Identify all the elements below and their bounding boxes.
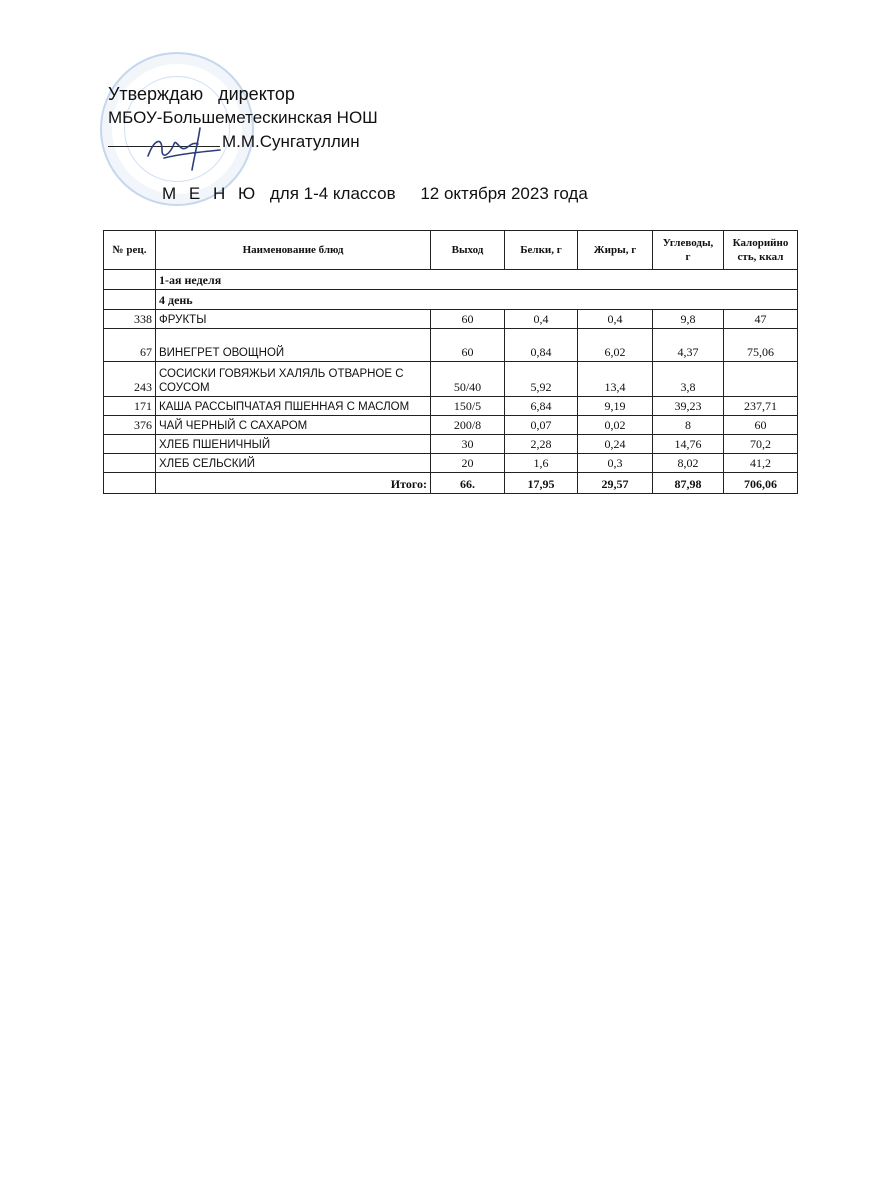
day-row (104, 290, 798, 310)
carbs-cell: 8 (653, 416, 724, 435)
director-name: М.М.Сунгатуллин (222, 132, 360, 151)
dish-name-cell: ВИНЕГРЕТ ОВОЩНОЙ (156, 329, 431, 362)
yield-cell: 20 (431, 454, 505, 473)
total-calories: 706,06 (724, 473, 798, 494)
approve-line: Утверждаю директор (108, 84, 295, 104)
col-header-fat: Жиры, г (578, 231, 653, 270)
calories-cell: 41,2 (724, 454, 798, 473)
total-label: Итого: (156, 473, 431, 494)
table-row (104, 454, 798, 473)
table-row (104, 329, 798, 362)
recipe-num-cell (104, 454, 156, 473)
total-yield: 66. (431, 473, 505, 494)
protein-cell: 2,28 (505, 435, 578, 454)
recipe-num-cell: 376 (104, 416, 156, 435)
table-row (104, 435, 798, 454)
classes-label: для 1-4 классов (269, 184, 396, 203)
empty-cell (104, 270, 156, 290)
calories-cell: 75,06 (724, 329, 798, 362)
carbs-cell: 8,02 (653, 454, 724, 473)
week-label: 1-ая неделя (156, 270, 798, 290)
empty-cell (104, 473, 156, 494)
yield-cell: 60 (431, 329, 505, 362)
fat-cell: 9,19 (578, 397, 653, 416)
page-title (162, 184, 588, 204)
week-row (104, 270, 798, 290)
calories-cell: 47 (724, 310, 798, 329)
organization-line: МБОУ-Большеметескинская НОШ (108, 108, 378, 127)
table-row (104, 416, 798, 435)
handwritten-signature (140, 124, 230, 172)
protein-cell: 0,84 (505, 329, 578, 362)
col-header-carbs: Углеводы, г (653, 231, 724, 270)
carbs-cell: 39,23 (653, 397, 724, 416)
dish-name-cell: СОСИСКИ ГОВЯЖЬИ ХАЛЯЛЬ ОТВАРНОЕ С СОУСОМ (156, 362, 431, 397)
col-header-protein: Белки, г (505, 231, 578, 270)
recipe-num-cell: 171 (104, 397, 156, 416)
carbs-cell: 14,76 (653, 435, 724, 454)
carbs-cell: 9,8 (653, 310, 724, 329)
recipe-num-cell: 338 (104, 310, 156, 329)
dish-name-cell: КАША РАССЫПЧАТАЯ ПШЕННАЯ С МАСЛОМ (156, 397, 431, 416)
dish-name-cell: ЧАЙ ЧЕРНЫЙ С САХАРОМ (156, 416, 431, 435)
table-row (104, 397, 798, 416)
table-row (104, 310, 798, 329)
col-header-yield: Выход (431, 231, 505, 270)
total-fat: 29,57 (578, 473, 653, 494)
calories-cell: 60 (724, 416, 798, 435)
fat-cell: 0,24 (578, 435, 653, 454)
yield-cell: 150/5 (431, 397, 505, 416)
recipe-num-cell: 243 (104, 362, 156, 397)
empty-cell (104, 290, 156, 310)
day-label: 4 день (156, 290, 798, 310)
carbs-cell: 3,8 (653, 362, 724, 397)
protein-cell: 5,92 (505, 362, 578, 397)
menu-word: М Е Н Ю (162, 184, 260, 203)
calories-cell (724, 362, 798, 397)
menu-table (103, 230, 798, 494)
calories-cell: 70,2 (724, 435, 798, 454)
fat-cell: 13,4 (578, 362, 653, 397)
yield-cell: 200/8 (431, 416, 505, 435)
protein-cell: 6,84 (505, 397, 578, 416)
menu-date: 12 октября 2023 года (420, 184, 588, 203)
col-header-dish-name: Наименование блюд (156, 231, 431, 270)
yield-cell: 50/40 (431, 362, 505, 397)
recipe-num-cell (104, 435, 156, 454)
fat-cell: 6,02 (578, 329, 653, 362)
total-row (104, 473, 798, 494)
col-header-recipe-num: № рец. (104, 231, 156, 270)
total-carbs: 87,98 (653, 473, 724, 494)
yield-cell: 60 (431, 310, 505, 329)
fat-cell: 0,4 (578, 310, 653, 329)
fat-cell: 0,3 (578, 454, 653, 473)
protein-cell: 1,6 (505, 454, 578, 473)
carbs-cell: 4,37 (653, 329, 724, 362)
recipe-num-cell: 67 (104, 329, 156, 362)
fat-cell: 0,02 (578, 416, 653, 435)
total-protein: 17,95 (505, 473, 578, 494)
yield-cell: 30 (431, 435, 505, 454)
col-header-calories: Калорийно сть, ккал (724, 231, 798, 270)
table-row (104, 362, 798, 397)
protein-cell: 0,4 (505, 310, 578, 329)
dish-name-cell: ХЛЕБ ПШЕНИЧНЫЙ (156, 435, 431, 454)
calories-cell: 237,71 (724, 397, 798, 416)
dish-name-cell: ХЛЕБ СЕЛЬСКИЙ (156, 454, 431, 473)
table-header-row (104, 231, 798, 270)
dish-name-cell: ФРУКТЫ (156, 310, 431, 329)
protein-cell: 0,07 (505, 416, 578, 435)
